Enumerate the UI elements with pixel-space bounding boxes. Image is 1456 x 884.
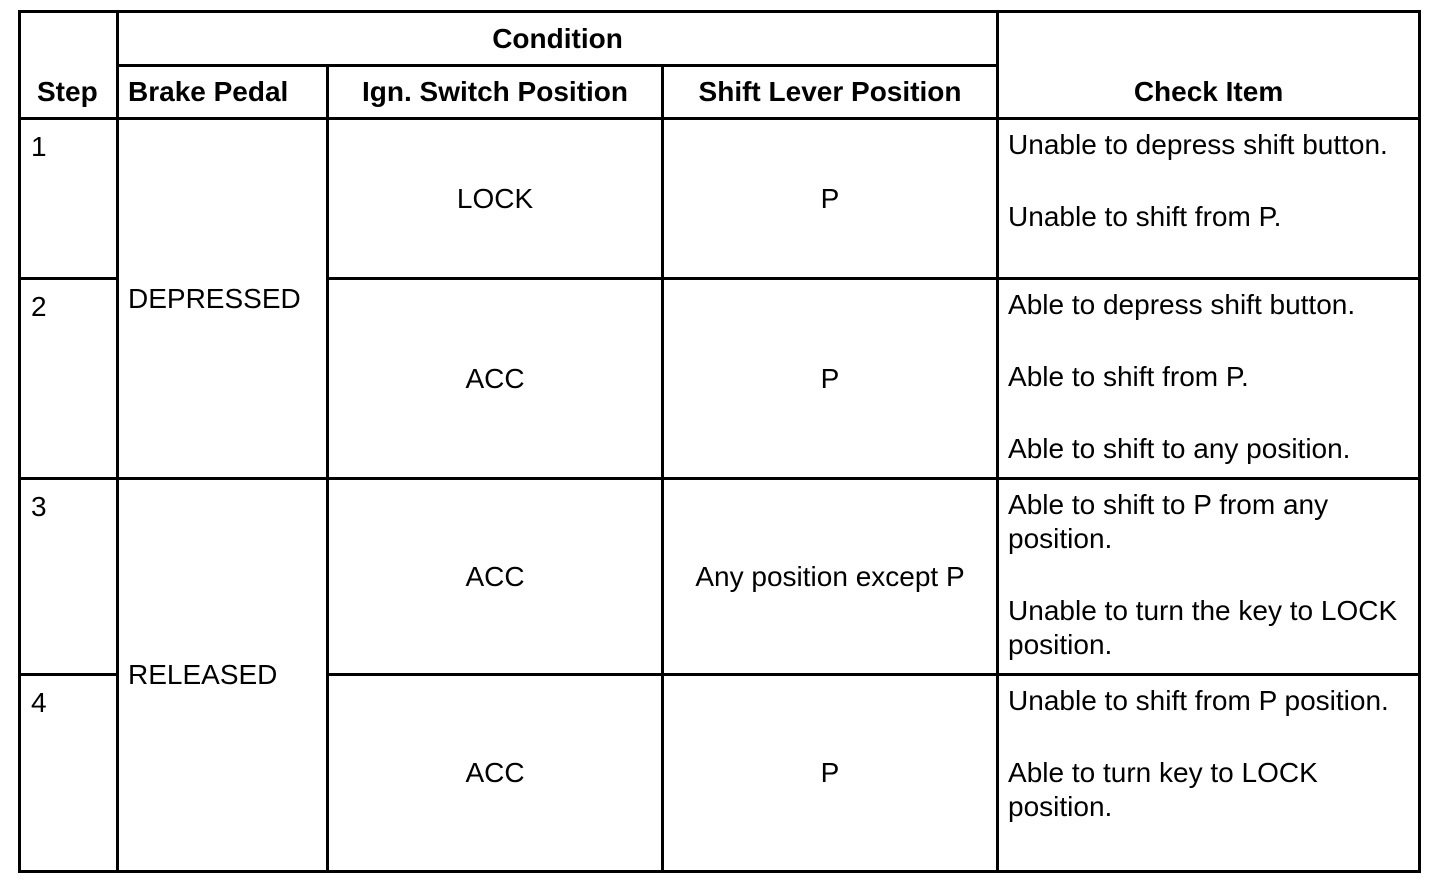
- check-item-text: Able to depress shift button.: [1008, 289, 1356, 320]
- header-shift-lever-position: Shift Lever Position: [663, 66, 998, 119]
- shift-lever-value: P: [663, 279, 998, 479]
- check-item-text: Unable to turn the key to LOCK position.: [1008, 595, 1398, 660]
- header-step: Step: [20, 12, 118, 119]
- check-item-text: Unable to shift from P.: [1008, 201, 1282, 232]
- shift-lever-value: P: [663, 675, 998, 872]
- ign-switch-value: ACC: [328, 479, 663, 675]
- step-number: 3: [20, 479, 118, 675]
- check-item-text: Unable to shift from P position.: [1008, 685, 1389, 716]
- check-item-text: Able to shift from P.: [1008, 361, 1249, 392]
- check-item-cell: [998, 479, 1420, 675]
- check-item-text: Able to shift to any position.: [1008, 433, 1351, 464]
- inspection-table: [18, 10, 1421, 873]
- header-row-top: [20, 12, 1420, 66]
- check-item-text: Able to shift to P from any position.: [1008, 489, 1329, 554]
- shift-lever-value: Any position except P: [663, 479, 998, 675]
- ign-switch-value: ACC: [328, 675, 663, 872]
- ign-switch-value: LOCK: [328, 119, 663, 279]
- table-row: [20, 479, 1420, 675]
- check-item-cell: [998, 279, 1420, 479]
- ign-switch-value: ACC: [328, 279, 663, 479]
- check-item-text: Able to turn key to LOCK position.: [1008, 757, 1318, 822]
- header-ign-switch-position: Ign. Switch Position: [328, 66, 663, 119]
- header-brake-pedal: Brake Pedal: [118, 66, 328, 119]
- header-check-item: Check Item: [998, 12, 1420, 119]
- brake-pedal-value: RELEASED: [118, 479, 328, 872]
- step-number: 1: [20, 119, 118, 279]
- check-item-text: Unable to depress shift button.: [1008, 129, 1388, 160]
- check-item-cell: [998, 675, 1420, 872]
- header-condition: Condition: [118, 12, 998, 66]
- check-item-cell: [998, 119, 1420, 279]
- brake-pedal-value: DEPRESSED: [118, 119, 328, 479]
- step-number: 4: [20, 675, 118, 872]
- table-row: [20, 119, 1420, 279]
- shift-lever-value: P: [663, 119, 998, 279]
- step-number: 2: [20, 279, 118, 479]
